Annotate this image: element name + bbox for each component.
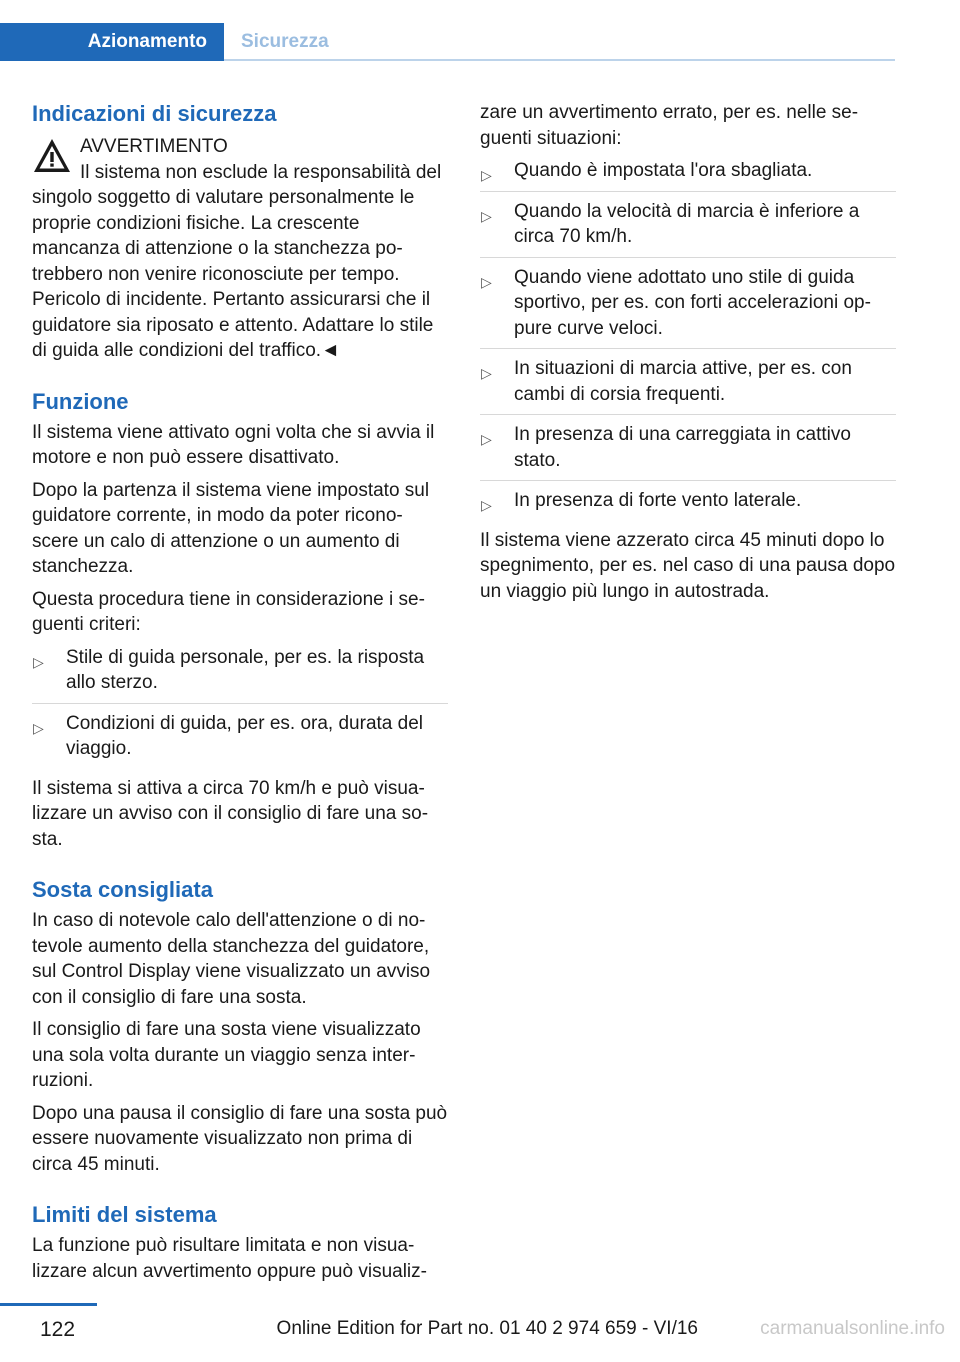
list-item: ▷ Quando è impostata l'ora sbagliata.: [480, 158, 896, 192]
warning-title: AVVERTIMENTO: [80, 136, 228, 157]
triangle-right-icon: ▷: [33, 653, 44, 670]
list-item: ▷ In presenza di una carreggiata in cattivo stato.: [480, 422, 896, 481]
watermark-text: carmanualsonline.info: [760, 1318, 945, 1339]
heading-limiti-del-sistema: Limiti del sistema: [32, 1202, 217, 1227]
triangle-right-icon: ▷: [481, 431, 492, 447]
list-item: ▷ Condizioni di guida, per es. ora, durata del viaggio.: [33, 712, 424, 759]
paragraph: Il sistema viene azzerato circa 45 minuti dopo lo spegnimento, per es. nel caso di una pausa dopo un viaggio più lungo in autostrada.: [480, 529, 896, 602]
tab-sicurezza[interactable]: Sicurezza: [241, 31, 329, 52]
triangle-right-icon: ▷: [481, 365, 492, 381]
triangle-right-icon: ▷: [33, 719, 44, 736]
limits-list: [480, 158, 896, 521]
header-bar: [0, 23, 895, 61]
paragraph: Il sistema viene attivato ogni volta che si avvia il motore e non può essere disattivato.: [32, 421, 435, 468]
triangle-right-icon: ▷: [481, 497, 492, 513]
left-column: [32, 100, 448, 1291]
right-column: [480, 100, 896, 611]
warning-triangle-icon: [32, 136, 72, 176]
list-item: ▷ Quando la velocità di marcia è inferiore a circa 70 km/h.: [480, 199, 896, 258]
heading-funzione: Funzione: [32, 388, 129, 414]
paragraph: Dopo la partenza il sistema viene impostato sul guidatore corrente, in modo da poter ricono-scere un calo di attenzione o un aumento di stanchezza.: [32, 479, 430, 577]
triangle-right-icon: ▷: [481, 167, 492, 183]
paragraph: In caso di notevole calo dell'attenzione o di no-tevole aumento della stanchezza del guidatore, sul Control Display viene visualizzato un avviso con il consiglio di fare una sosta.: [32, 910, 431, 1008]
paragraph: Il consiglio di fare una sosta viene visualizzato una sola volta durante un viaggio senza inter-ruzioni.: [32, 1019, 421, 1091]
paragraph: zare un avvertimento errato, per es. nelle se-guenti situazioni:: [480, 102, 859, 149]
warning-block: [32, 134, 448, 364]
triangle-right-icon: ▷: [481, 207, 492, 224]
list-item: ▷ Quando viene adottato uno stile di guida sportivo, per es. con forti accelerazioni op-pure curve veloci.: [480, 265, 896, 350]
criteria-list: [32, 645, 448, 769]
header-divider: [224, 59, 895, 61]
list-item: ▷ Stile di guida personale, per es. la risposta allo sterzo.: [32, 645, 448, 704]
footer-edition: Online Edition for Part no. 01 40 2 974 659 - VI/16: [276, 1318, 698, 1339]
list-item: ▷ In presenza di forte vento laterale.: [480, 488, 896, 521]
triangle-right-icon: ▷: [481, 273, 492, 290]
list-item: ▷ In situazioni di marcia attive, per es. con cambi di corsia frequenti.: [480, 356, 896, 415]
heading-indicazioni: Indicazioni di sicurezza: [32, 101, 277, 126]
heading-sosta-consigliata: Sosta consigliata: [32, 877, 213, 902]
footer-divider: [0, 1303, 97, 1306]
paragraph: Il sistema si attiva a circa 70 km/h e può visua-lizzare un avviso con il consiglio di fare una so-sta.: [32, 777, 429, 850]
paragraph: La funzione può risultare limitata e non visua-lizzare alcun avvertimento oppure può visualiz-: [32, 1235, 427, 1282]
paragraph: Questa procedura tiene in considerazione i se-guenti criteri:: [32, 588, 425, 635]
tab-azionamento[interactable]: Azionamento: [0, 23, 224, 61]
page-number: 122: [40, 1318, 76, 1341]
paragraph: Dopo una pausa il consiglio di fare una sosta può essere nuovamente visualizzato non prima di circa 45 minuti.: [32, 1102, 448, 1175]
warning-text: Il sistema non esclude la responsabilità del singolo soggetto di valutare personalmente le proprie condizioni fisiche. La crescente mancanza di attenzione o la stanchezza po-trebbero non venire riconosciute per tempo. Pericolo di incidente. Pertanto assicurarsi che il guidatore sia riposato e attento. Adattare lo stile di guida alle condizioni del traffico.◄: [32, 161, 442, 361]
